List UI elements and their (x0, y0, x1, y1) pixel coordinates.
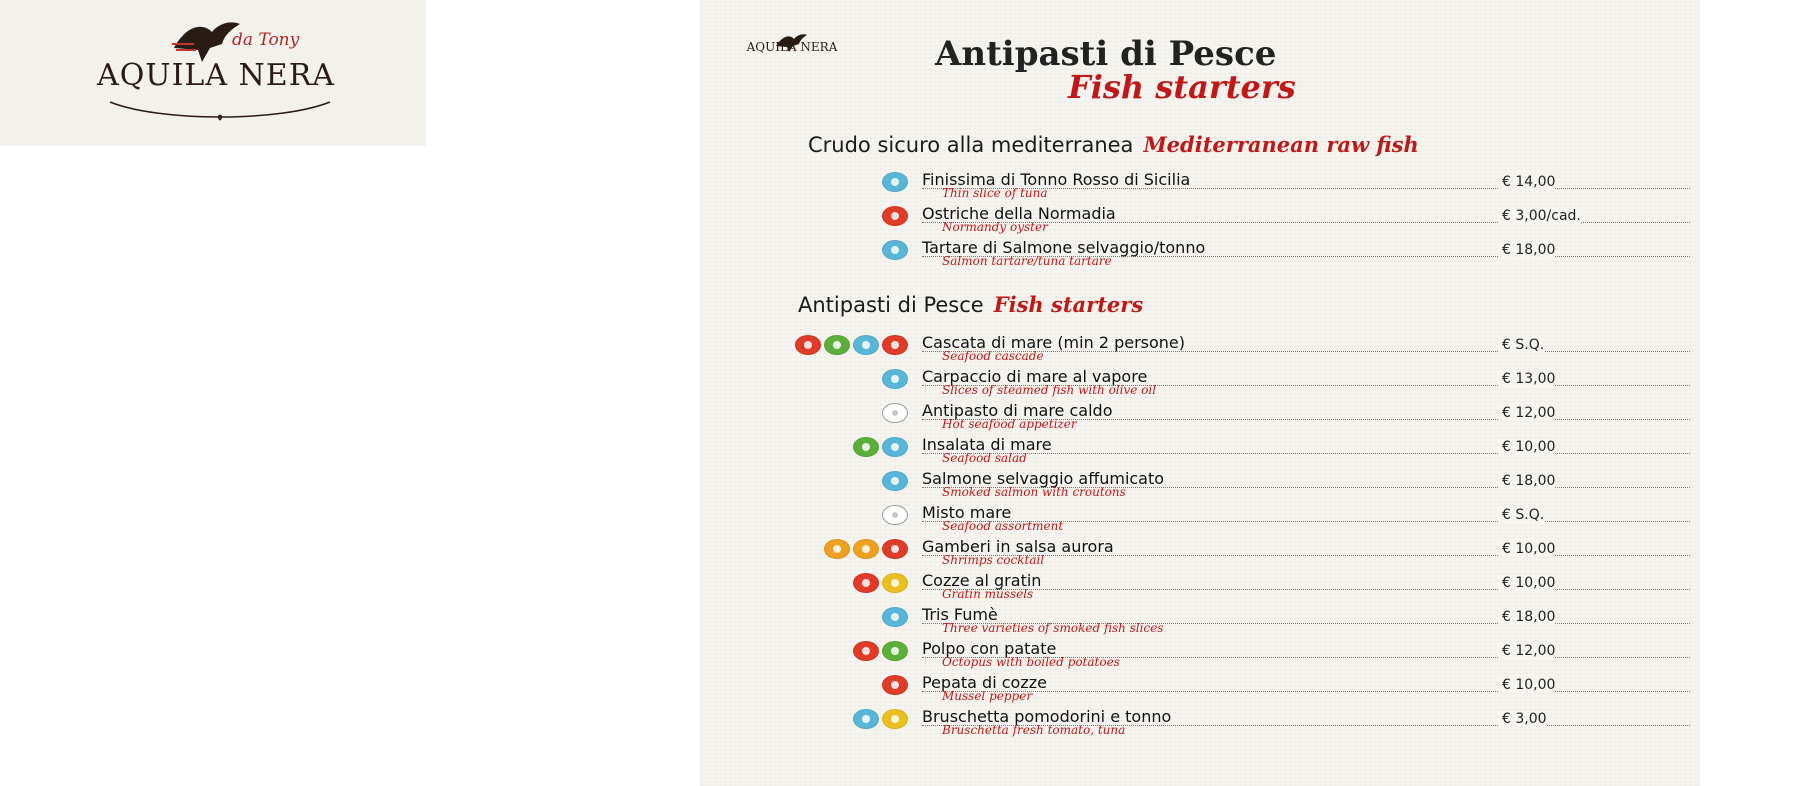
green-food-icon (853, 437, 879, 457)
section-heading (808, 132, 1419, 157)
yellow-food-icon (882, 573, 908, 593)
item-price: € 10,00 (1498, 541, 1555, 557)
section-title-en: Fish starters (993, 292, 1144, 317)
item-name: Tartare di Salmone selvaggio/tonno (922, 238, 1206, 257)
red-food-icon (853, 641, 879, 661)
allergen-icons (882, 505, 908, 525)
item-translation: Slices of steamed fish with olive oil (942, 383, 1157, 397)
allergen-icons (882, 206, 908, 226)
red-food-icon (853, 573, 879, 593)
menu-item (700, 170, 1700, 204)
item-name: Misto mare (922, 503, 1012, 522)
red-food-icon (882, 335, 908, 355)
brand-tagline: da Tony (232, 30, 300, 50)
item-price: € 10,00 (1498, 677, 1555, 693)
section-title-it: Crudo sicuro alla mediterranea (808, 133, 1134, 157)
blue-food-icon (853, 709, 879, 729)
allergen-icons (882, 172, 908, 192)
menu-item (700, 503, 1700, 537)
orange-food-icon (853, 539, 879, 559)
item-price: € 12,00 (1498, 405, 1555, 421)
allergen-icons (795, 335, 908, 355)
menu-item (700, 435, 1700, 469)
section-heading (798, 292, 1143, 317)
menu-item (700, 673, 1700, 707)
menu-item (700, 367, 1700, 401)
item-price: € 10,00 (1498, 575, 1555, 591)
item-price: € 18,00 (1498, 242, 1555, 258)
menu-item (700, 707, 1700, 741)
brand-logo (0, 0, 426, 146)
allergen-icons (882, 607, 908, 627)
red-food-icon (795, 335, 821, 355)
item-translation: Thin slice of tuna (942, 186, 1048, 200)
item-price: € S.Q. (1498, 507, 1544, 523)
swash-ornament (70, 92, 370, 122)
menu-item (700, 639, 1700, 673)
menu-item (700, 571, 1700, 605)
item-name: Cozze al gratin (922, 571, 1042, 590)
item-translation: Seafood cascade (942, 349, 1044, 363)
item-price: € S.Q. (1498, 337, 1544, 353)
allergen-icons (882, 369, 908, 389)
blue-food-icon (882, 369, 908, 389)
red-food-icon (882, 539, 908, 559)
orange-food-icon (824, 539, 850, 559)
item-name: Gamberi in salsa aurora (922, 537, 1114, 556)
allergen-icons (824, 539, 908, 559)
item-translation: Mussel pepper (942, 689, 1033, 703)
item-name: Antipasto di mare caldo (922, 401, 1113, 420)
item-translation: Octopus with boiled potatoes (942, 655, 1120, 669)
item-translation: Shrimps cocktail (942, 553, 1045, 567)
item-name: Ostriche della Normadia (922, 204, 1116, 223)
item-translation: Three varieties of smoked fish slices (942, 621, 1164, 635)
item-name: Insalata di mare (922, 435, 1052, 454)
brand-name: AQUILA NERA (97, 58, 335, 93)
item-translation: Gratin mussels (942, 587, 1034, 601)
red-food-icon (882, 206, 908, 226)
item-price: € 3,00 (1498, 711, 1547, 727)
allergen-icons (853, 437, 908, 457)
menu-item (700, 238, 1700, 272)
yellow-food-icon (882, 709, 908, 729)
menu-item (700, 605, 1700, 639)
item-price: € 18,00 (1498, 473, 1555, 489)
item-translation: Normandy oyster (942, 220, 1048, 234)
menu-item (700, 537, 1700, 571)
green-food-icon (882, 641, 908, 661)
page-title-en: Fish starters (1068, 68, 1296, 106)
allergen-icons (853, 641, 908, 661)
allergen-icons (853, 573, 908, 593)
item-name: Finissima di Tonno Rosso di Sicilia (922, 170, 1191, 189)
item-name: Salmone selvaggio affumicato (922, 469, 1165, 488)
item-translation: Bruschetta fresh tomato, tuna (942, 723, 1126, 737)
blue-food-icon (882, 240, 908, 260)
green-food-icon (824, 335, 850, 355)
blue-food-icon (882, 437, 908, 457)
item-translation: Smoked salmon with croutons (942, 485, 1126, 499)
menu-page (700, 0, 1700, 786)
allergen-icons (882, 403, 908, 423)
menu-item (700, 469, 1700, 503)
blue-food-icon (882, 172, 908, 192)
menu-item (700, 401, 1700, 435)
item-name: Pepata di cozze (922, 673, 1047, 692)
grey-food-icon (882, 403, 908, 423)
red-food-icon (882, 675, 908, 695)
item-price: € 3,00/cad. (1498, 208, 1581, 224)
grey-food-icon (882, 505, 908, 525)
item-price: € 18,00 (1498, 609, 1555, 625)
menu-item (700, 333, 1700, 367)
section-title-it: Antipasti di Pesce (798, 293, 984, 317)
item-translation: Seafood salad (942, 451, 1027, 465)
section-title-en: Mediterranean raw fish (1143, 132, 1419, 157)
item-translation: Salmon tartare/tuna tartare (942, 254, 1112, 268)
allergen-icons (882, 471, 908, 491)
item-name: Bruschetta pomodorini e tonno (922, 707, 1172, 726)
item-name: Carpaccio di mare al vapore (922, 367, 1148, 386)
blue-food-icon (882, 607, 908, 627)
item-name: Polpo con patate (922, 639, 1057, 658)
item-price: € 10,00 (1498, 439, 1555, 455)
item-translation: Hot seafood appetizer (942, 417, 1077, 431)
allergen-icons (882, 240, 908, 260)
menu-item (700, 204, 1700, 238)
item-price: € 12,00 (1498, 643, 1555, 659)
item-name: Tris Fumè (922, 605, 998, 624)
page-title-it: Antipasti di Pesce (935, 34, 1277, 74)
small-brand-name: AQUILA NERA (746, 40, 838, 54)
blue-food-icon (882, 471, 908, 491)
allergen-icons (882, 675, 908, 695)
item-price: € 13,00 (1498, 371, 1555, 387)
allergen-icons (853, 709, 908, 729)
item-price: € 14,00 (1498, 174, 1555, 190)
blue-food-icon (853, 335, 879, 355)
item-name: Cascata di mare (min 2 persone) (922, 333, 1186, 352)
item-translation: Seafood assortment (942, 519, 1064, 533)
